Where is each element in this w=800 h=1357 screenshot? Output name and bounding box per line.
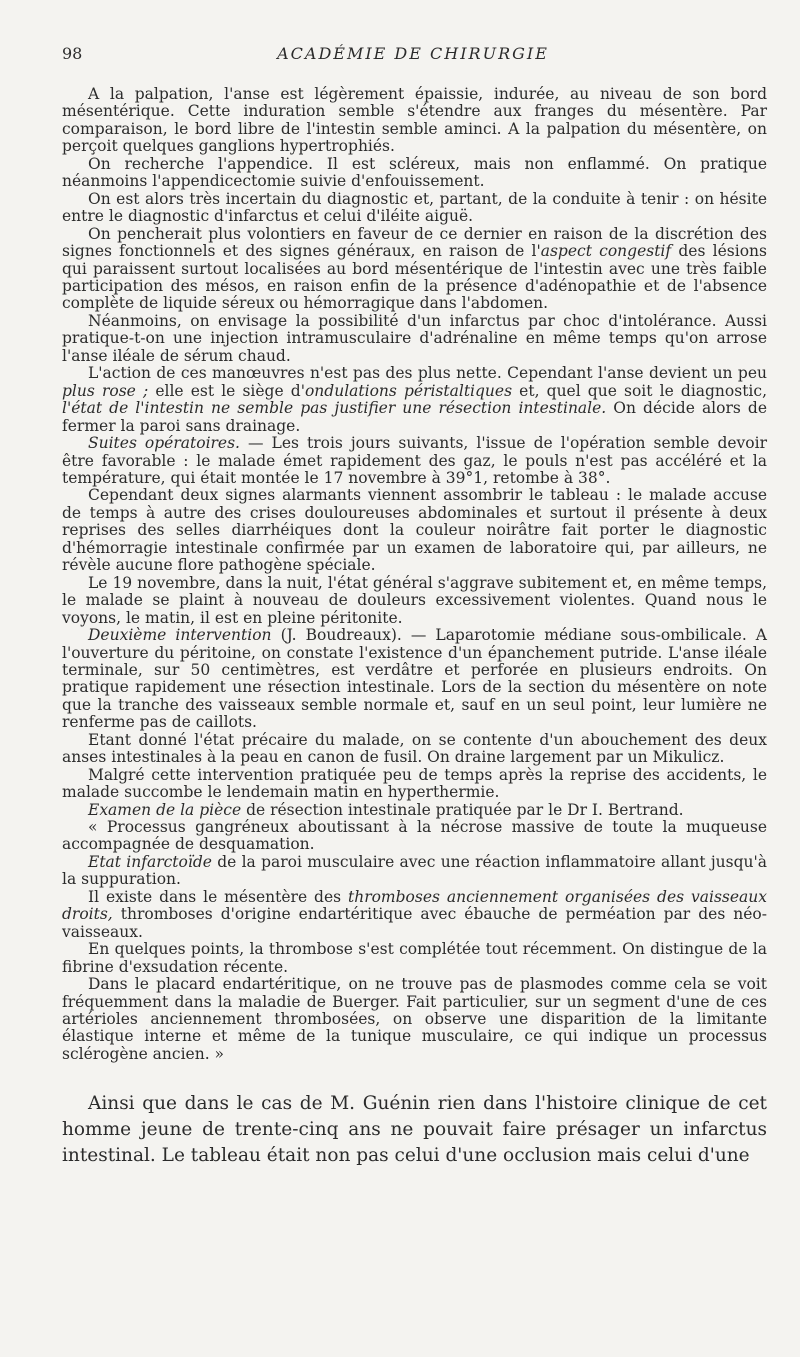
page-number: 98 bbox=[62, 44, 83, 63]
paragraph: Examen de la pièce de résection intestinale pratiquée par le Dr I. Bertrand. bbox=[88, 800, 684, 819]
conclusion-paragraph: Ainsi que dans le cas de M. Guénin rien dans l'histoire clinique de cet homme jeune de trente-cinq ans ne pouvait faire présager un infarctus intestinal. Le tableau était non pas celui d'une occlusion mais celui d'une bbox=[62, 1093, 767, 1167]
paragraph: Néanmoins, on envisage la possibilité d'un infarctus par choc d'intolérance. Aussi pratique-t-on une injection intramusculaire d'adrénaline en même temps qu'on arrose l'anse iléale de sérum chaud. bbox=[62, 311, 767, 365]
page-header bbox=[62, 44, 764, 68]
paragraph: Dans le placard endartéritique, on ne trouve pas de plasmodes comme cela se voit fréquemment dans la maladie de Buerger. Fait particulier, sur un segment d'une de ces artérioles anciennement thrombosées, on observe une disparition de la limitante élastique interne et même de la tunique musculaire, ce qui indique un processus sclérogène ancien. » bbox=[62, 975, 767, 1063]
paragraph: Deuxième intervention (J. Boudreaux). — Laparotomie médiane sous-ombilicale. A l'ouverture du péritoine, on constate l'existence d'un épanchement putride. L'anse iléale terminale, sur 50 centimètres, est verdâtre et perforée en plusieurs endroits. On pratique rapidement une résection intestinale. Lors de la section du mésentère on note que la tranche des vaisseaux semble normale et, sauf en un seul point, leur lumière ne renferme pas de caillots. bbox=[62, 626, 767, 732]
paragraph: En quelques points, la thrombose s'est complétée tout récemment. On distingue de la fibrine d'exsudation récente. bbox=[62, 940, 767, 976]
paragraph: Suites opératoires. — Les trois jours suivants, l'issue de l'opération semble devoir être favorable : le malade émet rapidement des gaz, le pouls n'est pas accéléré et la température, qui était montée le 17 novembre à 39°1, retombe à 38°. bbox=[62, 434, 767, 487]
paragraph: On est alors très incertain du diagnostic et, partant, de la conduite à tenir : on hésite entre le diagnostic d'infarctus et celui d'iléite aiguë. bbox=[62, 189, 767, 226]
paragraph: A la palpation, l'anse est légèrement épaissie, indurée, au niveau de son bord mésentérique. Cette induration semble s'étendre aux franges du mésentère. Par comparaison, le bord libre de l'intestin semble aminci. A la palpation du mésentère, on perçoit quelques ganglions hypertrophiés. bbox=[62, 85, 767, 156]
paragraph: On recherche l'appendice. Il est scléreux, mais non enflammé. On pratique néanmoins l'appendicectomie suivie d'enfouissement. bbox=[62, 154, 767, 191]
report-body bbox=[62, 86, 767, 1169]
running-head: ACADÉMIE DE CHIRURGIE bbox=[277, 44, 549, 63]
paragraph: Cependant deux signes alarmants viennent assombrir le tableau : le malade accuse de temps à autre des crises douloureuses abdominales et surtout il présente à deux reprises des selles diarrhéiques dont la couleur noirâtre fait porter le diagnostic d'hémorragie intestinale confirmée par un examen de laboratoire qui, par ailleurs, ne révèle aucune flore pathogène spéciale. bbox=[62, 486, 767, 575]
paragraph: Malgré cette intervention pratiquée peu de temps après la reprise des accidents, le malade succombe le lendemain matin en hyperthermie. bbox=[62, 765, 767, 802]
paragraph: Il existe dans le mésentère des thromboses anciennement organisées des vaisseaux droits, thromboses d'origine endartéritique avec ébauche de perméation par des néo-vaisseaux. bbox=[62, 887, 767, 941]
paragraph: Etat infarctoïde de la paroi musculaire avec une réaction inflammatoire allant jusqu'à la suppuration. bbox=[62, 852, 767, 889]
paragraph: Le 19 novembre, dans la nuit, l'état général s'aggrave subitement et, en même temps, le malade se plaint à nouveau de douleurs excessivement violentes. Quand nous le voyons, le matin, il est en pleine péritonite. bbox=[62, 573, 767, 627]
paragraph: Etant donné l'état précaire du malade, on se contente d'un abouchement des deux anses intestinales à la peau en canon de fusil. On draine largement par un Mikulicz. bbox=[62, 730, 767, 767]
paragraph: « Processus gangréneux aboutissant à la nécrose massive de toute la muqueuse accompagnée de desquamation. bbox=[62, 818, 767, 854]
paragraph: On pencherait plus volontiers en faveur de ce dernier en raison de la discrétion des signes fonctionnels et des signes généraux, en raison de l'aspect congestif des lésions qui paraissent surtout localisées au bord mésentérique de l'intestin avec une très faible participation des mésos, en raison enfin de la présence d'adénopathie et de l'absence complète de liquide séreux ou hémorragique dans l'abdomen. bbox=[62, 224, 767, 313]
paragraph: L'action de ces manœuvres n'est pas des plus nette. Cependant l'anse devient un peu plus rose ; elle est le siège d'ondulations péristaltiques et, quel que soit le diagnostic, l'état de l'intestin ne semble pas justifier une résection intestinale. On décide alors de fermer la paroi sans drainage. bbox=[62, 364, 767, 435]
